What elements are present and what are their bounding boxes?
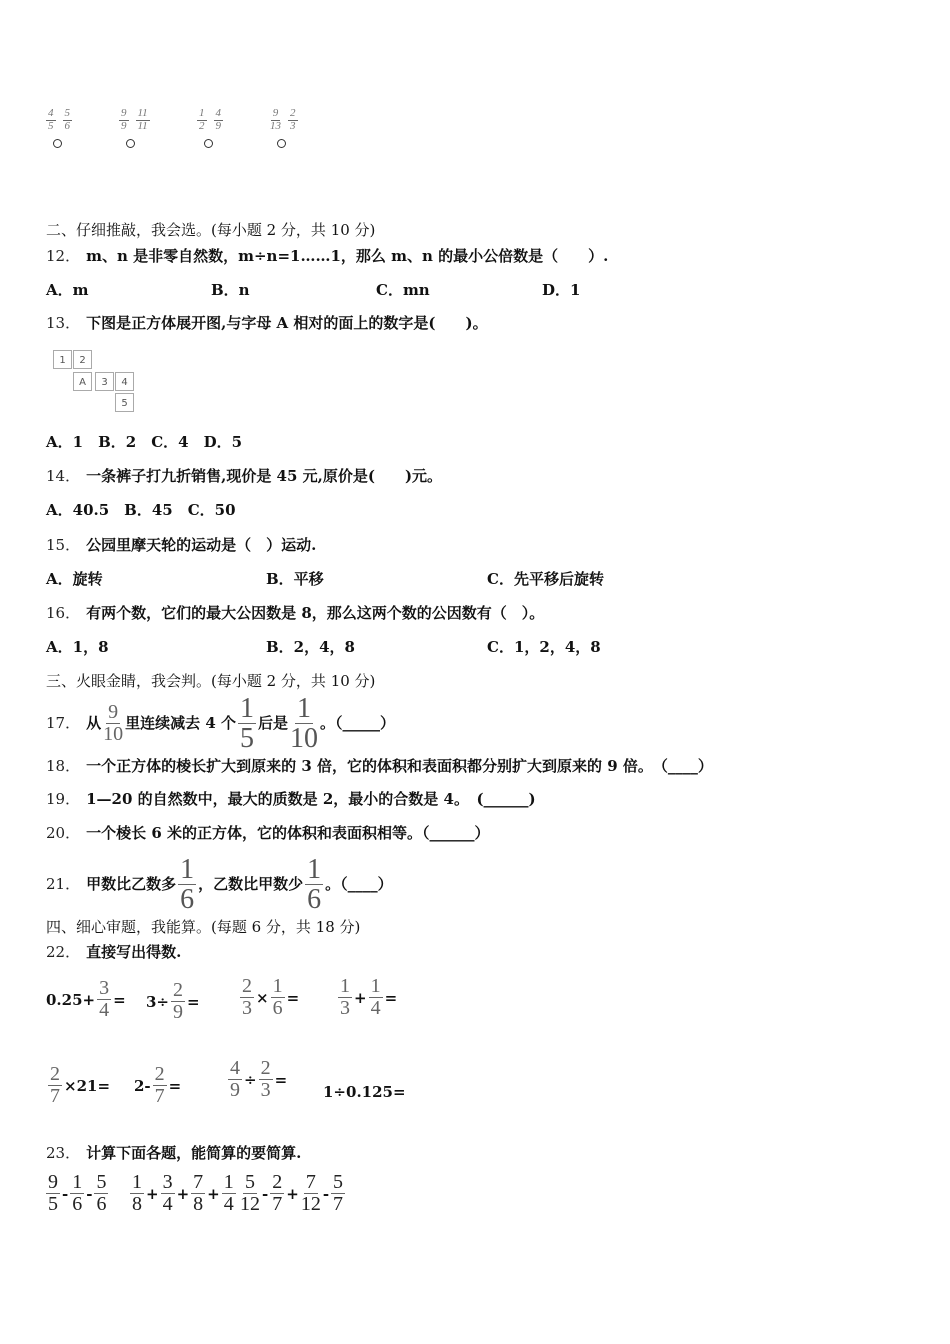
fraction [222, 1172, 236, 1215]
question-text: 后是 [258, 713, 289, 732]
denominator: 4 [223, 1193, 234, 1215]
compare-circle [126, 139, 135, 148]
denominator: 9 [215, 119, 221, 132]
options: A．40.5 B．45 C．50 [46, 501, 236, 519]
question-text: 下图是正方体展开图,与字母 A 相对的面上的数字是( )。 [86, 314, 488, 332]
operator-text: 2- [134, 1076, 151, 1095]
operator-text: + [207, 1184, 220, 1203]
denominator: 5 [240, 723, 254, 755]
denominator: 3 [242, 997, 252, 1019]
operator-text: = [168, 1076, 182, 1095]
question-text: 一个正方体的棱长扩大到原来的 3 倍，它的体积和表面积都分别扩大到原来的 9 倍。 （____） [86, 757, 713, 775]
question-number: 20． [46, 824, 81, 842]
question-number: 14． [46, 467, 81, 485]
net-face: 2 [73, 350, 92, 369]
denominator: 4 [370, 997, 381, 1019]
fraction [301, 1172, 321, 1215]
numerator: 2 [272, 1171, 283, 1193]
fraction [136, 108, 150, 132]
expression [238, 976, 299, 1019]
question-15 [46, 535, 316, 555]
option-a: A．m [46, 281, 89, 299]
denominator: 7 [154, 1085, 165, 1107]
fraction [271, 976, 285, 1019]
question-text: 计算下面各题，能简算的要简算. [86, 1144, 302, 1162]
fraction [63, 108, 73, 132]
question-23 [46, 1143, 301, 1163]
operator-text: - [262, 1184, 269, 1203]
fraction [238, 694, 256, 754]
fraction-pair [44, 108, 74, 132]
fraction [270, 108, 281, 132]
denominator: 3 [260, 1079, 271, 1101]
numerator: 7 [305, 1171, 316, 1193]
operator-text: + [176, 1184, 190, 1203]
numerator: 2 [290, 107, 296, 119]
fraction [119, 108, 129, 132]
denominator: 5 [48, 119, 54, 132]
fraction [46, 1172, 60, 1215]
numerator: 9 [48, 1171, 58, 1193]
fraction [305, 855, 323, 915]
fraction [171, 980, 185, 1023]
question-text: 一个棱长 6 米的正方体，它的体积和表面积相等。（______） [86, 824, 490, 842]
question-number: 23． [46, 1144, 81, 1162]
numerator: 3 [99, 977, 110, 999]
denominator: 6 [180, 884, 195, 916]
expression [46, 978, 126, 1021]
denominator: 11 [137, 119, 148, 132]
operator-text: = [286, 988, 300, 1007]
operator-text: ÷ [244, 1070, 257, 1089]
denominator: 6 [307, 884, 322, 916]
option-b: B．n [211, 281, 250, 299]
fraction [369, 976, 383, 1019]
numerator: 1 [223, 1171, 234, 1193]
question-text: 里连续减去 4 个 [125, 713, 236, 732]
fraction [214, 108, 224, 132]
section-3-heading: 三、火眼金睛，我会判。(每小题 2 分，共 10 分) [46, 672, 376, 690]
fraction [178, 855, 196, 915]
option-b: B．平移 [266, 570, 324, 588]
operator-text: ×21= [64, 1076, 111, 1095]
fraction [191, 1172, 205, 1215]
numerator: 9 [272, 107, 279, 119]
operator-text: + [354, 988, 367, 1007]
fraction [331, 1172, 345, 1215]
numerator: 1 [72, 1171, 83, 1193]
denominator: 7 [50, 1085, 60, 1107]
denominator: 10 [103, 723, 124, 746]
numerator: 4 [230, 1057, 240, 1079]
fraction [153, 1064, 167, 1107]
numerator: 1 [307, 854, 322, 885]
answer-blank: 。（____） [325, 874, 393, 893]
numerator: 9 [121, 107, 127, 119]
question-13 [46, 313, 488, 333]
question-text: 1—20 的自然数中，最大的质数是 2，最小的合数是 4。 (______) [86, 790, 536, 808]
answer-blank: 。（_____） [320, 713, 396, 732]
question-number: 12． [46, 247, 81, 265]
question-text: 有两个数，它们的最大公因数是 8，那么这两个数的公因数有（ ）。 [86, 604, 545, 622]
denominator: 13 [270, 119, 281, 132]
numerator: 1 [180, 854, 195, 885]
fraction [259, 1058, 273, 1101]
denominator: 6 [272, 997, 283, 1019]
expression [128, 1172, 238, 1215]
numerator: 7 [193, 1171, 204, 1193]
net-face: 5 [115, 393, 134, 412]
expression [238, 1172, 347, 1215]
operator-text: 0.25+ [46, 990, 96, 1009]
expression [134, 1064, 181, 1107]
question-text: 公园里摩天轮的运动是（ ）运动. [86, 536, 317, 554]
numerator: 4 [48, 107, 54, 119]
operator-text: 1÷0.125= [323, 1083, 406, 1101]
fraction-pair [195, 108, 225, 132]
numerator: 1 [199, 107, 205, 119]
question-19 [46, 789, 536, 809]
fraction [46, 108, 56, 132]
expression [46, 1064, 110, 1107]
option-d: D．1 [542, 281, 581, 299]
expression [146, 980, 200, 1023]
numerator: 1 [340, 975, 350, 997]
question-21 [46, 855, 393, 915]
section-4-heading: 四、细心审题，我能算。(每题 6 分，共 18 分) [46, 918, 361, 936]
denominator: 12 [240, 1193, 260, 1215]
denominator: 7 [333, 1193, 344, 1215]
question-text: 甲数比乙数多 [86, 874, 177, 893]
fraction [130, 1172, 144, 1215]
numerator: 1 [272, 975, 283, 997]
option-c: C．先平移后旋转 [487, 570, 604, 588]
numerator: 2 [50, 1063, 60, 1085]
operator-text: × [256, 988, 269, 1007]
denominator: 9 [173, 1001, 184, 1023]
fraction [94, 1172, 108, 1215]
question-text: m、n 是非零自然数，m÷n=1……1，那么 m、n 的最小公倍数是（ ）. [86, 247, 609, 265]
fraction [228, 1058, 242, 1101]
question-text: 一条裤子打九折销售,现价是 45 元,原价是( )元。 [86, 467, 443, 485]
fraction-pair [117, 108, 152, 132]
denominator: 6 [72, 1193, 83, 1215]
question-text: ，乙数比甲数少 [198, 874, 304, 893]
net-face: 1 [53, 350, 72, 369]
numerator: 2 [173, 979, 184, 1001]
fraction [288, 108, 298, 132]
option-a: A．1，8 [46, 638, 109, 656]
operator-text: - [86, 1184, 93, 1203]
numerator: 4 [215, 107, 221, 119]
section-2-heading: 二、仔细推敲，我会选。(每小题 2 分，共 10 分) [46, 221, 376, 239]
denominator: 5 [48, 1193, 58, 1215]
denominator: 10 [290, 723, 319, 755]
operator-text: + [286, 1184, 299, 1203]
denominator: 6 [96, 1193, 107, 1215]
operator-text: = [384, 988, 398, 1007]
expression [336, 976, 397, 1019]
numerator: 5 [64, 107, 70, 119]
numerator: 2 [260, 1057, 271, 1079]
denominator: 7 [272, 1193, 283, 1215]
denominator: 12 [300, 1193, 321, 1215]
question-22 [46, 942, 181, 962]
fraction [161, 1172, 175, 1215]
numerator: 5 [245, 1171, 255, 1193]
option-c: C．1，2，4，8 [487, 638, 601, 656]
numerator: 5 [96, 1171, 107, 1193]
question-12 [46, 246, 608, 266]
numerator: 1 [240, 693, 254, 724]
expression [44, 1172, 110, 1215]
question-17 [46, 694, 395, 754]
net-face: A [73, 372, 92, 391]
operator-text: = [187, 992, 200, 1011]
question-number: 13． [46, 314, 81, 332]
question-text: 直接写出得数. [86, 943, 182, 961]
denominator: 4 [162, 1193, 173, 1215]
question-text: 从 [86, 713, 102, 732]
operator-text: = [113, 990, 126, 1009]
operator-text: = [274, 1070, 288, 1089]
fraction [70, 1172, 84, 1215]
fraction [290, 694, 318, 754]
compare-circle [53, 139, 62, 148]
denominator: 8 [193, 1193, 204, 1215]
numerator: 1 [370, 975, 381, 997]
question-20 [46, 823, 489, 843]
numerator: 1 [132, 1171, 142, 1193]
net-face: 4 [115, 372, 134, 391]
numerator: 3 [162, 1171, 173, 1193]
numerator: 9 [108, 701, 119, 724]
question-14 [46, 466, 442, 486]
question-number: 22． [46, 943, 81, 961]
numerator: 2 [154, 1063, 165, 1085]
numerator: 2 [242, 975, 252, 997]
denominator: 8 [132, 1193, 142, 1215]
fraction [103, 702, 123, 745]
question-18 [46, 756, 713, 776]
option-a: A．旋转 [46, 570, 103, 588]
compare-circle [277, 139, 286, 148]
numerator: 11 [137, 107, 148, 119]
question-number: 19． [46, 790, 81, 808]
fraction [197, 108, 207, 132]
question-16 [46, 603, 544, 623]
question-number: 15． [46, 536, 81, 554]
option-b: B．2，4，8 [266, 638, 355, 656]
fraction [48, 1064, 62, 1107]
expression [323, 1083, 406, 1101]
expression [226, 1058, 287, 1101]
operator-text: - [322, 1184, 330, 1203]
compare-circle [204, 139, 213, 148]
question-number: 18． [46, 757, 81, 775]
denominator: 4 [99, 999, 110, 1021]
operator-text: + [146, 1184, 159, 1203]
numerator: 1 [297, 693, 312, 724]
denominator: 6 [64, 119, 70, 132]
question-number: 17． [46, 713, 81, 732]
question-number: 21． [46, 874, 81, 893]
denominator: 3 [290, 119, 296, 132]
fraction [240, 1172, 260, 1215]
question-number: 16． [46, 604, 81, 622]
fraction [97, 978, 111, 1021]
numerator: 5 [333, 1171, 344, 1193]
denominator: 3 [340, 997, 350, 1019]
fraction [240, 976, 254, 1019]
fraction-pair [268, 108, 300, 132]
denominator: 2 [199, 119, 205, 132]
denominator: 9 [230, 1079, 240, 1101]
net-face: 3 [95, 372, 114, 391]
denominator: 9 [121, 119, 127, 132]
fraction [338, 976, 352, 1019]
operator-text: 3÷ [146, 992, 170, 1011]
options: A．1 B．2 C．4 D．5 [46, 433, 243, 451]
operator-text: - [62, 1184, 69, 1203]
option-c: C．mn [376, 281, 430, 299]
fraction [270, 1172, 284, 1215]
